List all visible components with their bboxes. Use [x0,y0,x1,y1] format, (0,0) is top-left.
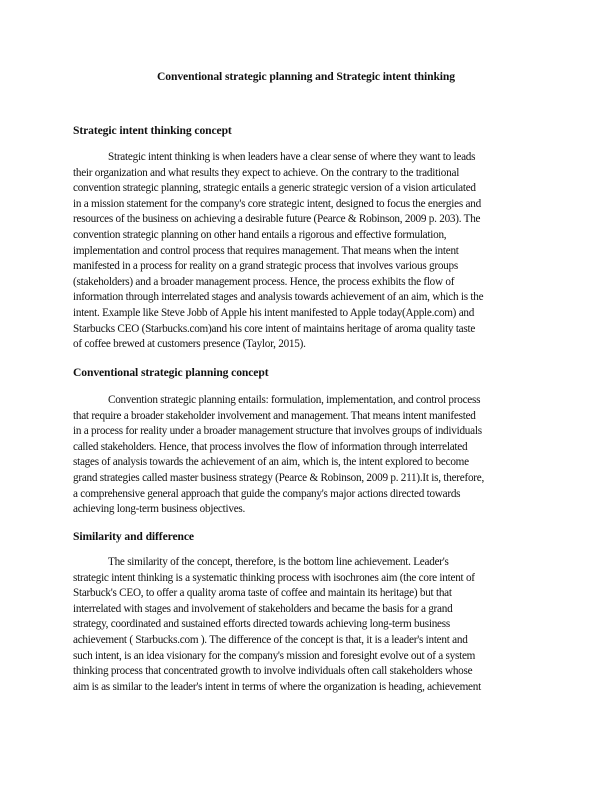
section-heading-similarity-difference: Similarity and difference [73,530,194,543]
paragraph-line: in a process for reality under a broader management structure that involves groups of individuals [73,425,482,438]
paragraph-line: implementation and control process that requires management. That means when the intent [73,244,459,257]
paragraph-line: convention strategic planning, strategic entails a generic strategic version of a vision articulated [73,182,476,195]
paragraph-line: stages of analysis towards the achievement of an aim, which is, the intent explored to become [73,456,469,469]
paragraph-line: Starbucks CEO (Starbucks.com)and his core intent of maintains heritage of aroma quality taste [73,322,476,335]
paragraph-line: in a mission statement for the company's core strategic intent, designed to focus the energies and [73,197,481,210]
section-paragraph-strategic-intent [73,150,543,353]
paragraph-line: achievement ( Starbucks.com ). The difference of the concept is that, it is a leader's intent and [73,633,468,646]
paragraph-line: of coffee brewed at customers presence (Taylor, 2015). [73,338,306,351]
paragraph-line: information through interrelated stages and analysis towards achievement of an aim, which is the [73,291,484,304]
section-paragraph-conventional-planning [73,393,543,518]
paragraph-line: their organization and what results they expect to achieve. On the contrary to the traditional [73,166,460,179]
section-paragraph-similarity-difference [73,555,543,695]
paragraph-line: a comprehensive general approach that guide the company's major actions directed towards [73,487,461,500]
paragraph-line: that require a broader stakeholder involvement and management. That means intent manifested [73,409,476,422]
section-heading-strategic-intent: Strategic intent thinking concept [73,124,232,137]
paragraph-line: strategy, coordinated and sustained efforts directed towards achieving long-term business [73,618,450,631]
paragraph-line: Strategic intent thinking is when leaders have a clear sense of where they want to leads [108,151,476,163]
paragraph-line: convention strategic planning on other hand entails a rigorous and effective formulation, [73,228,447,241]
paragraph-line: (stakeholders) and a broader management process. Hence, the process exhibits the flow of [73,275,455,288]
paragraph-line: aim is as similar to the leader's intent in terms of where the organization is heading, achievement [73,680,481,693]
paragraph-line: strategic intent thinking is a systematic thinking process with isochrones aim (the core intent of [73,571,475,584]
paragraph-line: The similarity of the concept, therefore, is the bottom line achievement. Leader's [108,556,449,568]
paragraph-line: achieving long-term business objectives. [73,503,246,516]
paragraph-line: Starbuck's CEO, to offer a quality aroma taste of coffee and maintain its heritage) but that [73,587,452,600]
document-title: Conventional strategic planning and Strategic intent thinking [157,70,455,83]
paragraph-line: interrelated with stages and involvement of stakeholders and became the basis for a grand [73,602,453,615]
paragraph-line: such intent, is an idea visionary for the company's mission and foresight evolve out of a system [73,649,476,662]
paragraph-line: Convention strategic planning entails: formulation, implementation, and control process [108,394,481,406]
paragraph-line: resources of the business on achieving a desirable future (Pearce & Robinson, 2009 p. 203). The [73,213,481,226]
section-heading-conventional-planning: Conventional strategic planning concept [73,366,269,379]
paragraph-line: thinking process that concentrated growth to involve individuals often call stakeholders whose [73,665,473,678]
paragraph-line: intent. Example like Steve Jobb of Apple his intent manifested to Apple today(Apple.com) and [73,306,475,319]
paragraph-line: manifested in a process for reality on a grand strategic process that involves various groups [73,260,458,273]
paragraph-line: grand strategies called master business strategy (Pearce & Robinson, 2009 p. 211).It is, therefore, [73,471,485,484]
paragraph-line: called stakeholders. Hence, that process involves the flow of information through interrelated [73,440,468,453]
